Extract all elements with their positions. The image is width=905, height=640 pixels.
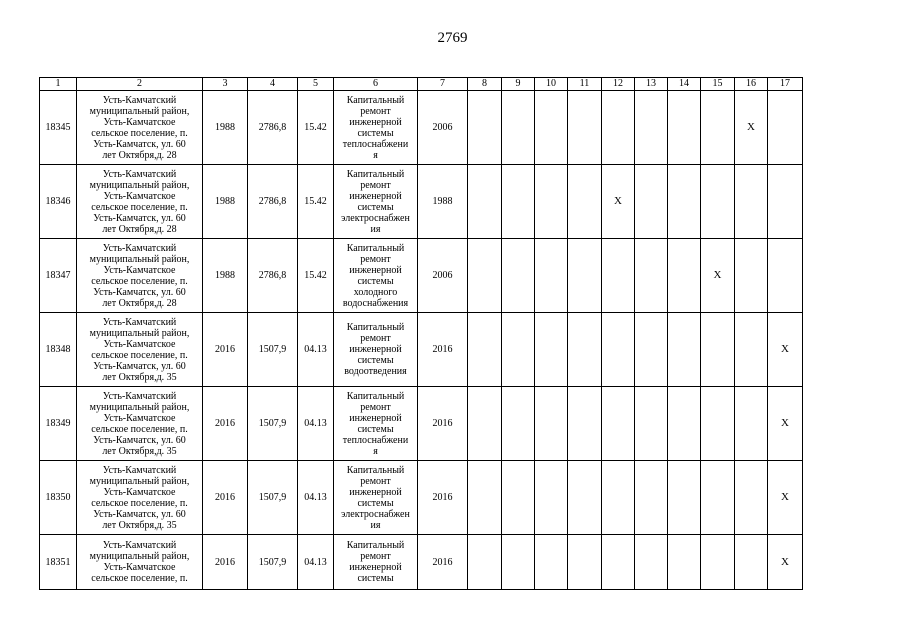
registry-table (39, 77, 803, 590)
work-type-cell: Капитальный ремонт инженерной системы электроснабжен ия (334, 461, 418, 535)
mark-cell-col-11 (568, 387, 602, 461)
mark-cell-col-13 (635, 387, 668, 461)
year-built-cell: 1988 (203, 91, 248, 165)
work-type-cell: Капитальный ремонт инженерной системы электроснабжен ия (334, 165, 418, 239)
year-built-cell: 2016 (203, 387, 248, 461)
year-built-cell: 2016 (203, 461, 248, 535)
table-row (40, 239, 803, 313)
mark-cell-col-14 (668, 165, 701, 239)
year-built-cell: 2016 (203, 313, 248, 387)
year-cell: 2006 (418, 91, 468, 165)
mark-cell-col-10 (535, 387, 568, 461)
mark-cell-col-11 (568, 239, 602, 313)
mark-cell-col-8 (468, 535, 502, 590)
column-header-15: 15 (701, 78, 735, 91)
mark-cell-col-12: X (602, 165, 635, 239)
column-header-9: 9 (502, 78, 535, 91)
mark-cell-col-12 (602, 461, 635, 535)
area-cell: 2786,8 (248, 239, 298, 313)
mark-cell-col-15 (701, 387, 735, 461)
area-cell: 1507,9 (248, 461, 298, 535)
mark-cell-col-15: X (701, 239, 735, 313)
mark-cell-col-13 (635, 313, 668, 387)
mark-cell-col-11 (568, 461, 602, 535)
mark-cell-col-17 (768, 239, 803, 313)
year-cell: 2006 (418, 239, 468, 313)
code-cell: 04.13 (298, 387, 334, 461)
mark-cell-col-16 (735, 313, 768, 387)
mark-cell-col-17 (768, 165, 803, 239)
mark-cell-col-14 (668, 387, 701, 461)
work-type-cell: Капитальный ремонт инженерной системы водоотведения (334, 313, 418, 387)
mark-cell-col-13 (635, 239, 668, 313)
work-type-cell: Капитальный ремонт инженерной системы холодного водоснабжения (334, 239, 418, 313)
mark-cell-col-15 (701, 313, 735, 387)
mark-cell-col-16: X (735, 91, 768, 165)
mark-cell-col-8 (468, 165, 502, 239)
column-header-7: 7 (418, 78, 468, 91)
mark-cell-col-15 (701, 535, 735, 590)
address-cell: Усть-Камчатский муниципальный район, Усть-Камчатское сельское поселение, п. Усть-Камчатск, ул. 60 лет Октября,д. 35 (77, 461, 203, 535)
column-header-11: 11 (568, 78, 602, 91)
mark-cell-col-13 (635, 535, 668, 590)
mark-cell-col-17: X (768, 387, 803, 461)
mark-cell-col-12 (602, 387, 635, 461)
work-type-cell: Капитальный ремонт инженерной системы теплоснабжени я (334, 91, 418, 165)
year-built-cell: 1988 (203, 239, 248, 313)
address-cell: Усть-Камчатский муниципальный район, Усть-Камчатское сельское поселение, п. (77, 535, 203, 590)
column-header-14: 14 (668, 78, 701, 91)
column-header-12: 12 (602, 78, 635, 91)
mark-cell-col-14 (668, 91, 701, 165)
table-header (40, 78, 803, 91)
year-cell: 2016 (418, 313, 468, 387)
mark-cell-col-16 (735, 165, 768, 239)
mark-cell-col-9 (502, 165, 535, 239)
mark-cell-col-9 (502, 313, 535, 387)
code-cell: 04.13 (298, 535, 334, 590)
mark-cell-col-12 (602, 535, 635, 590)
mark-cell-col-17: X (768, 461, 803, 535)
area-cell: 1507,9 (248, 313, 298, 387)
address-cell: Усть-Камчатский муниципальный район, Усть-Камчатское сельское поселение, п. Усть-Камчатск, ул. 60 лет Октября,д. 35 (77, 313, 203, 387)
address-cell: Усть-Камчатский муниципальный район, Усть-Камчатское сельское поселение, п. Усть-Камчатск, ул. 60 лет Октября,д. 28 (77, 165, 203, 239)
mark-cell-col-14 (668, 313, 701, 387)
row-id-cell: 18348 (40, 313, 77, 387)
table-row (40, 91, 803, 165)
mark-cell-col-11 (568, 91, 602, 165)
table-row (40, 461, 803, 535)
mark-cell-col-11 (568, 165, 602, 239)
mark-cell-col-16 (735, 239, 768, 313)
mark-cell-col-16 (735, 387, 768, 461)
table-row (40, 313, 803, 387)
mark-cell-col-8 (468, 239, 502, 313)
header-row (40, 78, 803, 91)
mark-cell-col-14 (668, 535, 701, 590)
code-cell: 15.42 (298, 165, 334, 239)
table-row (40, 387, 803, 461)
mark-cell-col-13 (635, 461, 668, 535)
code-cell: 15.42 (298, 91, 334, 165)
mark-cell-col-14 (668, 461, 701, 535)
column-header-16: 16 (735, 78, 768, 91)
mark-cell-col-10 (535, 461, 568, 535)
mark-cell-col-9 (502, 239, 535, 313)
mark-cell-col-10 (535, 535, 568, 590)
mark-cell-col-17: X (768, 313, 803, 387)
mark-cell-col-12 (602, 91, 635, 165)
work-type-cell: Капитальный ремонт инженерной системы теплоснабжени я (334, 387, 418, 461)
mark-cell-col-15 (701, 165, 735, 239)
row-id-cell: 18347 (40, 239, 77, 313)
year-built-cell: 2016 (203, 535, 248, 590)
area-cell: 2786,8 (248, 165, 298, 239)
table-row (40, 165, 803, 239)
column-header-13: 13 (635, 78, 668, 91)
mark-cell-col-8 (468, 313, 502, 387)
column-header-1: 1 (40, 78, 77, 91)
area-cell: 1507,9 (248, 387, 298, 461)
row-id-cell: 18350 (40, 461, 77, 535)
mark-cell-col-10 (535, 165, 568, 239)
column-header-10: 10 (535, 78, 568, 91)
mark-cell-col-17: X (768, 535, 803, 590)
work-type-cell: Капитальный ремонт инженерной системы (334, 535, 418, 590)
row-id-cell: 18346 (40, 165, 77, 239)
year-cell: 2016 (418, 461, 468, 535)
column-header-17: 17 (768, 78, 803, 91)
mark-cell-col-9 (502, 91, 535, 165)
row-id-cell: 18345 (40, 91, 77, 165)
mark-cell-col-12 (602, 313, 635, 387)
mark-cell-col-13 (635, 91, 668, 165)
mark-cell-col-10 (535, 239, 568, 313)
mark-cell-col-15 (701, 461, 735, 535)
row-id-cell: 18351 (40, 535, 77, 590)
mark-cell-col-10 (535, 313, 568, 387)
code-cell: 04.13 (298, 313, 334, 387)
mark-cell-col-15 (701, 91, 735, 165)
code-cell: 04.13 (298, 461, 334, 535)
column-header-6: 6 (334, 78, 418, 91)
column-header-3: 3 (203, 78, 248, 91)
row-id-cell: 18349 (40, 387, 77, 461)
year-cell: 1988 (418, 165, 468, 239)
mark-cell-col-14 (668, 239, 701, 313)
mark-cell-col-9 (502, 387, 535, 461)
mark-cell-col-13 (635, 165, 668, 239)
mark-cell-col-11 (568, 313, 602, 387)
page-number: 2769 (437, 30, 468, 46)
mark-cell-col-9 (502, 535, 535, 590)
column-header-5: 5 (298, 78, 334, 91)
mark-cell-col-12 (602, 239, 635, 313)
address-cell: Усть-Камчатский муниципальный район, Усть-Камчатское сельское поселение, п. Усть-Камчатск, ул. 60 лет Октября,д. 35 (77, 387, 203, 461)
column-header-2: 2 (77, 78, 203, 91)
column-header-8: 8 (468, 78, 502, 91)
mark-cell-col-8 (468, 387, 502, 461)
area-cell: 1507,9 (248, 535, 298, 590)
mark-cell-col-16 (735, 461, 768, 535)
address-cell: Усть-Камчатский муниципальный район, Усть-Камчатское сельское поселение, п. Усть-Камчатск, ул. 60 лет Октября,д. 28 (77, 239, 203, 313)
mark-cell-col-11 (568, 535, 602, 590)
mark-cell-col-16 (735, 535, 768, 590)
mark-cell-col-8 (468, 91, 502, 165)
area-cell: 2786,8 (248, 91, 298, 165)
mark-cell-col-10 (535, 91, 568, 165)
address-cell: Усть-Камчатский муниципальный район, Усть-Камчатское сельское поселение, п. Усть-Камчатск, ул. 60 лет Октября,д. 28 (77, 91, 203, 165)
table-body (40, 91, 803, 590)
table-row (40, 535, 803, 590)
mark-cell-col-17 (768, 91, 803, 165)
year-cell: 2016 (418, 535, 468, 590)
mark-cell-col-9 (502, 461, 535, 535)
column-header-4: 4 (248, 78, 298, 91)
code-cell: 15.42 (298, 239, 334, 313)
year-built-cell: 1988 (203, 165, 248, 239)
mark-cell-col-8 (468, 461, 502, 535)
year-cell: 2016 (418, 387, 468, 461)
